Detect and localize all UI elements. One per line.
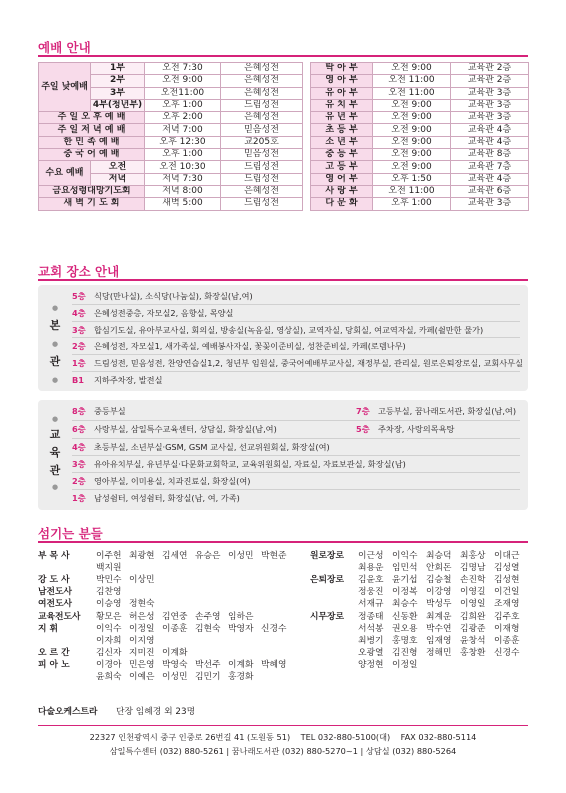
staff-row <box>310 574 528 586</box>
staff-row <box>310 598 528 610</box>
worship-row <box>39 63 529 75</box>
worship-sub: 2부 <box>91 75 145 87</box>
worship-time: 오후 12:30 <box>145 136 221 148</box>
staff-name: 윤희숙 <box>96 672 122 682</box>
staff-role: 지 휘 <box>38 623 59 634</box>
staff-row <box>38 586 129 598</box>
floor-row <box>72 308 520 319</box>
worship-category: 중 국 어 예 배 <box>39 149 145 161</box>
footer-rule <box>38 725 528 726</box>
staff-name: 최승수 <box>392 599 418 610</box>
worship-category: 한 민 족 예 배 <box>39 136 145 148</box>
staff-role: 피 아 노 <box>38 659 70 670</box>
worship-time: 저녁 7:00 <box>145 124 221 136</box>
department-place: 교육관 4층 <box>451 124 529 136</box>
worship-place: 은혜성전 <box>221 87 303 99</box>
worship-row <box>39 112 529 124</box>
worship-row <box>39 161 529 173</box>
staff-name: 김현숙 <box>195 623 221 634</box>
staff-name: 박혜영 <box>261 659 287 670</box>
staff-name: 김연중 <box>162 611 188 622</box>
staff-name: 이강영 <box>426 587 452 598</box>
staff-name: 안회돈 <box>426 563 452 574</box>
education-building-panel <box>38 400 528 510</box>
worship-category: 주 일 저 녁 예 배 <box>39 124 145 136</box>
staff-name: 지미진 <box>129 647 155 658</box>
staff-row <box>38 611 261 623</box>
department-name: 유 아 부 <box>311 87 373 99</box>
staff-name: 이주헌 <box>96 551 122 561</box>
worship-place: 은혜성전 <box>221 75 303 87</box>
staff-name: 박선주 <box>195 659 221 670</box>
department-place: 교육관 3층 <box>451 99 529 111</box>
department-time: 오전 9:00 <box>373 63 451 75</box>
worship-sub: 1부 <box>91 63 145 75</box>
staff-role: 여전도사 <box>38 599 72 610</box>
staff-name: 김성현 <box>494 575 520 586</box>
staff-name: 박민수 <box>96 575 122 586</box>
worship-place: 드림성전 <box>221 198 303 210</box>
staff-role: 원로장로 <box>310 551 344 561</box>
department-place: 교육관 4층 <box>451 173 529 185</box>
staff-row <box>310 562 528 574</box>
worship-row <box>39 99 529 111</box>
staff-name: 홍창환 <box>460 647 486 658</box>
floor-number: 5층 <box>72 291 86 301</box>
floor-description: 식당(만나실), 소식당(나눔실), 화장실(남,여) <box>94 291 253 301</box>
worship-sub: 4부(청년부) <box>91 99 145 111</box>
staff-name: 허은성 <box>129 611 155 622</box>
department-name: 소 년 부 <box>311 136 373 148</box>
staff-role: 남전도사 <box>38 587 72 598</box>
worship-time: 저녁 7:30 <box>145 173 221 185</box>
staff-row <box>310 623 528 635</box>
floor-row <box>72 442 520 453</box>
staff-name: 김성열 <box>494 563 520 574</box>
department-place: 교육관 3층 <box>451 112 529 124</box>
floor-row <box>72 291 520 302</box>
floor-number: 3층 <box>72 459 86 469</box>
floor-number: 4층 <box>72 442 86 452</box>
worship-row <box>39 124 529 136</box>
department-time: 오전 9:00 <box>373 136 451 148</box>
worship-time: 오전 7:30 <box>145 63 221 75</box>
staff-name: 신동환 <box>392 611 418 622</box>
staff-name: 김광준 <box>460 623 486 634</box>
staff-name: 김주호 <box>494 611 520 622</box>
staff-name: 김명남 <box>460 563 486 574</box>
floor-description: 영아부실, 이미용실, 치과진료실, 화장실(여) <box>94 476 251 486</box>
worship-time: 오후 1:00 <box>145 149 221 161</box>
staff-name: 이계화 <box>162 647 188 658</box>
staff-name: 김신자 <box>96 647 122 658</box>
worship-place: 믿음성전 <box>221 149 303 161</box>
staff-name: 최용운 <box>358 563 384 574</box>
staff-name: 김희완 <box>460 611 486 622</box>
staff-name: 이건일 <box>494 587 520 598</box>
department-name: 영 아 부 <box>311 75 373 87</box>
main-building-label: ● 본 ● 관 ● <box>49 304 61 384</box>
edu-floor-7: 7층 고등부실, 꿈나래도서관, 화장실(남,여) <box>356 406 517 416</box>
staff-row <box>38 574 162 586</box>
department-name: 탁 아 부 <box>311 63 373 75</box>
staff-name: 윤창석 <box>460 635 486 646</box>
department-name: 영 어 부 <box>311 173 373 185</box>
staff-name: 김승철 <box>426 575 452 586</box>
staff-name: 최광현 <box>129 551 155 561</box>
staff-name: 이지영 <box>129 635 155 646</box>
footer-contact-line2: 삼일특수센터 (032) 880-5261 | 꿈나래도서관 (032) 880-5270~1 | 상담실 (032) 880-5264 <box>109 746 457 756</box>
department-name: 고 등 부 <box>311 161 373 173</box>
floor-description: 남성쉼터, 여성쉼터, 화장실(남, 여, 가족) <box>94 493 240 503</box>
staff-row <box>310 550 528 562</box>
department-place: 교육관 3층 <box>451 87 529 99</box>
staff-name: 유승은 <box>195 551 221 561</box>
staff-name: 이계화 <box>228 659 254 670</box>
department-place: 교육관 7층 <box>451 161 529 173</box>
worship-place: 드림성전 <box>221 173 303 185</box>
staff-role: 부 목 사 <box>38 551 70 561</box>
staff-row <box>38 598 162 610</box>
location-section-rule <box>38 279 528 281</box>
worship-place: 드림성전 <box>221 161 303 173</box>
worship-time: 새벽 5:00 <box>145 198 221 210</box>
floor-number: 1층 <box>72 358 86 369</box>
staff-name: 정현숙 <box>129 599 155 610</box>
worship-time: 오전11:00 <box>145 87 221 99</box>
staff-name: 이자희 <box>96 635 122 646</box>
worship-row <box>39 185 529 197</box>
staff-name: 이대근 <box>494 551 520 561</box>
department-name: 초 등 부 <box>311 124 373 136</box>
worship-row <box>39 87 529 99</box>
staff-name: 홍경화 <box>228 672 254 682</box>
staff-role: 강 도 사 <box>38 575 70 586</box>
education-building-label: ● 교 육 관 ● <box>49 415 61 491</box>
department-time: 오후 1:50 <box>373 173 451 185</box>
staff-row <box>38 562 129 574</box>
staff-name: 신경수 <box>494 647 520 658</box>
worship-row <box>39 198 529 210</box>
department-place: 교육관 3층 <box>451 198 529 210</box>
staff-name: 신경수 <box>261 623 287 634</box>
location-section-title: 교회 장소 안내 <box>38 264 120 279</box>
staff-section-title: 섬기는 분들 <box>38 526 103 541</box>
staff-name: 이영길 <box>460 587 486 598</box>
floor-number: 2층 <box>72 341 86 352</box>
worship-place: 드림성전 <box>221 99 303 111</box>
department-time: 오전 9:00 <box>373 99 451 111</box>
worship-sub: 저녁 <box>91 173 145 185</box>
department-time: 오전 11:00 <box>373 87 451 99</box>
department-time: 오전 9:00 <box>373 161 451 173</box>
worship-category: 새 벽 기 도 회 <box>39 198 145 210</box>
worship-section-title: 예배 안내 <box>38 40 91 55</box>
staff-name: 이익수 <box>96 623 122 634</box>
worship-place: 믿음성전 <box>221 124 303 136</box>
department-place: 교육관 2층 <box>451 63 529 75</box>
staff-name: 김진형 <box>392 647 418 658</box>
staff-name: 임하은 <box>228 611 254 622</box>
floor-description: 초등부실, 소년부실·GSM, GSM 교사실, 선교위원회실, 화장실(여) <box>94 442 330 452</box>
floor-description: 은혜성전중층, 자모실2, 음향실, 목양실 <box>94 307 234 318</box>
staff-row <box>310 647 528 659</box>
staff-name: 임민석 <box>392 563 418 574</box>
floor-number: 4층 <box>72 307 86 318</box>
staff-name: 이종훈 <box>494 635 520 646</box>
staff-name: 이정일 <box>129 623 155 634</box>
department-time: 오전 9:00 <box>373 124 451 136</box>
floor-description: 지하주차장, 발전실 <box>94 375 163 385</box>
staff-name: 박성두 <box>426 599 452 610</box>
staff-name: 오광열 <box>358 647 384 658</box>
staff-row <box>38 659 294 671</box>
department-place: 교육관 4층 <box>451 136 529 148</box>
staff-section-rule <box>38 541 528 543</box>
staff-name: 서석봉 <box>358 623 384 634</box>
worship-category: 주일 낮예배 <box>39 63 91 112</box>
orchestra-row: 다술오케스트라 단장 임혜경 외 23명 <box>38 707 196 717</box>
staff-row <box>38 550 294 562</box>
staff-role: 교육전도사 <box>38 611 81 622</box>
staff-row <box>38 671 261 683</box>
floor-number: B1 <box>72 375 84 385</box>
main-building-panel <box>38 285 528 391</box>
staff-name: 정해민 <box>426 647 452 658</box>
staff-name: 최홍상 <box>460 551 486 561</box>
floor-row <box>72 358 523 369</box>
department-name: 유 년 부 <box>311 112 373 124</box>
worship-time: 오전 10:30 <box>145 161 221 173</box>
worship-row <box>39 173 529 185</box>
worship-row <box>39 136 529 148</box>
floor-description: 은혜성전, 자모실1, 새가족실, 예배봉사자실, 꽃꽂이준비실, 성찬준비실, 카페(로뎀나무) <box>94 341 406 352</box>
department-name: 중 등 부 <box>311 149 373 161</box>
staff-name: 서재규 <box>358 599 384 610</box>
worship-sub: 오전 <box>91 161 145 173</box>
staff-name: 최병기 <box>358 635 384 646</box>
staff-name: 이익수 <box>392 551 418 561</box>
worship-place: 은혜성전 <box>221 112 303 124</box>
department-place: 교육관 6층 <box>451 185 529 197</box>
floor-description: 유아유치부실, 유년부실·다문화교회학교, 교육위원회실, 자료실, 자료보관실, 화장실(남) <box>94 459 406 469</box>
worship-category: 수요 예배 <box>39 161 91 186</box>
floor-number: 1층 <box>72 493 86 503</box>
staff-name: 이성민 <box>162 672 188 682</box>
staff-name: 권오용 <box>392 623 418 634</box>
staff-row <box>310 611 528 623</box>
department-time: 오전 11:00 <box>373 185 451 197</box>
staff-name: 정웅진 <box>358 587 384 598</box>
staff-role: 은퇴장로 <box>310 575 344 586</box>
staff-name: 이예은 <box>129 672 155 682</box>
department-place: 교육관 2층 <box>451 75 529 87</box>
worship-place: 은혜성전 <box>221 185 303 197</box>
department-time: 오전 9:00 <box>373 149 451 161</box>
staff-name: 정종태 <box>358 611 384 622</box>
floor-description: 합심기도실, 유아부교사실, 회의실, 방송실(녹음실, 영상실), 교역자실, 당회실, 여교역자실, 카페(쉴만한 물가) <box>94 324 484 335</box>
staff-row <box>310 586 528 598</box>
floor-description: 드림성전, 믿음성전, 찬양연습실1,2, 청년부 임원실, 중국어예배부교사실, 재정부실, 관리실, 원로은퇴장로실, 교회사무실 <box>94 358 523 369</box>
staff-name: 김찬영 <box>96 587 122 598</box>
floor-row <box>72 493 520 504</box>
staff-name: 이영일 <box>460 599 486 610</box>
department-name: 사 랑 부 <box>311 185 373 197</box>
staff-name: 박수연 <box>426 623 452 634</box>
edu-floor-8: 8층 중등부실 <box>72 406 126 416</box>
staff-name: 최승덕 <box>426 551 452 561</box>
worship-schedule-table <box>38 62 529 211</box>
staff-name: 손주영 <box>195 611 221 622</box>
staff-name: 손진학 <box>460 575 486 586</box>
department-time: 오후 1:00 <box>373 198 451 210</box>
worship-section-rule <box>38 55 528 57</box>
worship-place: 은혜성전 <box>221 63 303 75</box>
staff-name: 황모은 <box>96 611 122 622</box>
staff-name: 박현준 <box>261 551 287 561</box>
staff-name: 이근성 <box>358 551 384 561</box>
staff-name: 이승영 <box>96 599 122 610</box>
worship-row <box>39 149 529 161</box>
staff-name: 박영숙 <box>162 659 188 670</box>
staff-name: 민은영 <box>129 659 155 670</box>
worship-place: 교205호 <box>221 136 303 148</box>
staff-name: 이정일 <box>392 659 418 670</box>
worship-row <box>39 75 529 87</box>
staff-name: 김윤호 <box>358 575 384 586</box>
staff-row <box>38 623 294 635</box>
worship-time: 오전 9:00 <box>145 75 221 87</box>
department-time: 오전 9:00 <box>373 112 451 124</box>
staff-name: 이상민 <box>129 575 155 586</box>
footer-contact-line1: 22327 인천광역시 중구 인중로 26번길 41 (도원동 51) TEL 032-880-5100(대) FAX 032-880-5114 <box>89 732 477 742</box>
staff-name: 양정현 <box>358 659 384 670</box>
worship-category: 금요성령대망기도회 <box>39 185 145 197</box>
staff-role: 오 르 간 <box>38 647 70 658</box>
department-time: 오전 11:00 <box>373 75 451 87</box>
floor-row <box>72 459 520 470</box>
staff-row <box>38 635 162 647</box>
staff-name: 백지원 <box>96 563 122 574</box>
department-name: 유 치 부 <box>311 99 373 111</box>
staff-name: 김세연 <box>162 551 188 561</box>
floor-row <box>72 325 520 336</box>
staff-name: 이경아 <box>96 659 122 670</box>
staff-role: 시무장로 <box>310 611 344 622</box>
edu-floor-5: 5층 주차장, 사랑의목욕탕 <box>356 424 455 434</box>
staff-name: 홍명호 <box>392 635 418 646</box>
floor-row <box>72 476 520 487</box>
floor-number: 2층 <box>72 476 86 486</box>
staff-row <box>38 647 195 659</box>
department-place: 교육관 8층 <box>451 149 529 161</box>
staff-name: 임재영 <box>426 635 452 646</box>
floor-row <box>72 375 520 386</box>
worship-time: 저녁 8:00 <box>145 185 221 197</box>
department-name: 다 문 화 <box>311 198 373 210</box>
worship-time: 오후 1:00 <box>145 99 221 111</box>
floor-number: 3층 <box>72 324 86 335</box>
staff-name: 박영자 <box>228 623 254 634</box>
staff-name: 조재영 <box>494 599 520 610</box>
staff-name: 최계운 <box>426 611 452 622</box>
staff-name: 이성민 <box>228 551 254 561</box>
staff-name: 윤기섭 <box>392 575 418 586</box>
staff-name: 이재형 <box>494 623 520 634</box>
staff-row <box>310 635 528 647</box>
worship-sub: 3부 <box>91 87 145 99</box>
floor-row <box>72 341 520 352</box>
staff-name: 김민기 <box>195 672 221 682</box>
staff-name: 이종훈 <box>162 623 188 634</box>
staff-row <box>310 659 426 671</box>
worship-time: 오후 2:00 <box>145 112 221 124</box>
worship-category: 주 일 오 후 예 배 <box>39 112 145 124</box>
staff-name: 이정복 <box>392 587 418 598</box>
edu-floor-6: 6층 사랑부실, 삼일특수교육센터, 상담실, 화장실(남,여) <box>72 424 277 434</box>
